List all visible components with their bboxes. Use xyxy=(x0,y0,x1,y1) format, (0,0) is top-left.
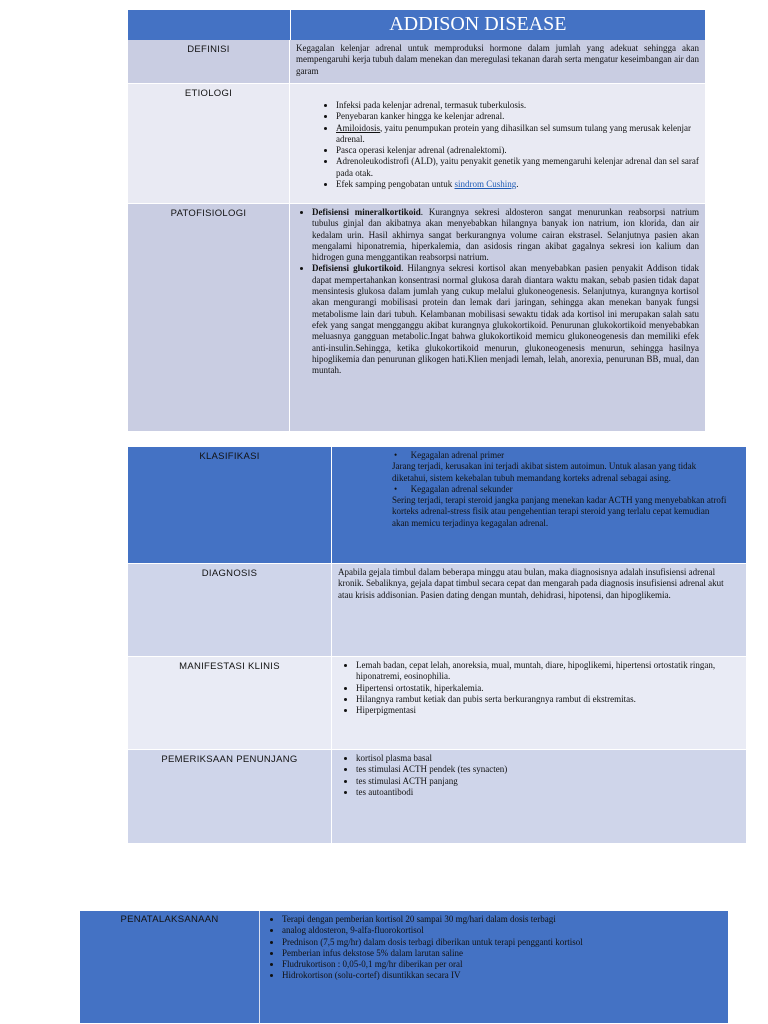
sekunder-text: Sering terjadi, terapi steroid jangka panjang menekan kadar ACTH yang menyebabkan atrofi korteks adrenal-stress fisik atau pengehentian terapi steroid yang terlalu cepat kemudian akan memicu terjadinya kegagalan adrenal. xyxy=(392,495,727,528)
amiloidosis-term: Amiloidosis xyxy=(336,122,381,133)
table-addison-part2 xyxy=(128,447,746,844)
mineralkortikoid-text: . Kurangnya sekresi aldosteron sangat menurunkan reabsorpsi natrium tubulus ginjal dan akibatnya akan menyebabkan hilangnya banyak ion natrium, ion klorida, dan air kedalam urin. Hasil akhirnya sangat berkurangnya volume cairan ekstrasel. Selanjutnya pasien akan mengalami hiponatremia, hiperkalemia, dan asidosis ringan akibat gagalnya sekresi ion kalium dan hidrogen guna menggantikan reabsorpsi natrium. xyxy=(312,207,699,263)
primer-title: Kegagalan adrenal primer xyxy=(410,450,505,460)
definisi-text: Kegagalan kelenjar adrenal untuk memproduksi hormone dalam jumlah yang adekuat sehingga akan mempengaruhi kerja tubuh dalam menekan dan meregulasi tekanan darah serta mengatur keseimbangan air dan garam xyxy=(290,40,705,84)
diagnosis-row xyxy=(128,564,746,657)
list-item: • Pemberian infus dekstose 5% dalam larutan saline xyxy=(282,948,722,959)
list-item: • Hipertensi ortostatik, hiperkalemia. xyxy=(356,683,732,694)
list-item xyxy=(336,123,699,146)
glukortikoid-title: Defisiensi glukortikoid xyxy=(312,263,402,274)
pemeriksaan-row xyxy=(128,750,746,844)
table-addison-part3 xyxy=(80,911,728,1024)
patofisiologi-list xyxy=(294,207,699,376)
list-item: • Penyebaran kanker hingga ke kelenjar adrenal. xyxy=(336,111,699,122)
penatalaksanaan-list xyxy=(262,914,722,982)
klasifikasi-content xyxy=(332,447,746,564)
etiologi-row xyxy=(128,84,705,204)
page-title: ADDISON DISEASE xyxy=(291,10,705,40)
sekunder-heading: • Kegagalan adrenal sekunder xyxy=(394,483,513,494)
penatalaksanaan-label: PENATALAKSANAAN xyxy=(80,911,260,1024)
manifestasi-row xyxy=(128,657,746,750)
manifestasi-label: MANIFESTASI KLINIS xyxy=(128,657,332,750)
list-item: • analog aldosteron, 9-alfa-fluorokortisol xyxy=(282,925,722,936)
primer-text: Jarang terjadi, kerusakan ini terjadi akibat sistem autoimun. Untuk alasan yang tidak diketahui, sistem kekebalan tubuh memandang korteks adrenal sebagai asing. xyxy=(392,461,697,483)
klasifikasi-label: KLASIFIKASI xyxy=(128,447,332,564)
pemeriksaan-label: PEMERIKSAAN PENUNJANG xyxy=(128,750,332,844)
penatalaksanaan-row xyxy=(80,911,728,1024)
list-item: • Terapi dengan pemberian kortisol 20 sampai 30 mg/hari dalam dosis terbagi xyxy=(282,914,722,925)
list-item: • Hidrokortison (solu-cortef) disuntikkan secara IV xyxy=(282,970,722,981)
patofisiologi-content xyxy=(290,204,705,432)
list-item: • Prednison (7,5 mg/hr) dalam dosis terbagi diberikan untuk terapi pengganti kortisol xyxy=(282,937,722,948)
list-item: • kortisol plasma basal xyxy=(356,753,740,764)
patofisiologi-label: PATOFISIOLOGI xyxy=(128,204,290,432)
list-item xyxy=(336,179,699,190)
list-item: • Fludrukortison : 0,05-0,1 mg/hr diberikan per oral xyxy=(282,959,722,970)
amiloidosis-desc: , yaitu penumpukan protein yang dihasilkan sel sumsum tulang yang merusak kelenjar adrenal. xyxy=(336,122,691,144)
pemeriksaan-list xyxy=(336,753,740,798)
glukortikoid-text: . Hilangnya sekresi kortisol akan menyebabkan pasien penyakit Addison tidak dapat mempertahankan konsentrasi normal glukosa darah diantara waktu makan, sebab pasien tidak dapat mensintesis glukosa dalam jumlah yang cukup melalui glukoneogenesis. Selanjutnya, kurangnya kortisol akan mengurangi mobilisasi protein dan lemak dari jaringan, sehingga akan menekan banyak fungsi metabolisme lain dari tubuh. Kelambanan mobilisasi sewaktu tidak ada kortisol ini merupakan salah satu efek yang sangat mengganggu akibat kurangnya glukokortikoid. Penurunan glukokortikoid menyebabkan meluasnya gangguan metabolic.Ingat bahwa glukokortikoid memicu glukoneogenesis dan memiliki efek anti-insulin.Sehingga, ketika glukokortikoid menurun, glukoneogenesis menurun, sehingga hasilnya hipoglikemia dan penurunan glikogen hati.Klien menjadi lemah, lelah, anorexia, penurunan BB, mual, dan muntah. xyxy=(312,263,699,376)
manifestasi-list xyxy=(336,660,732,716)
list-item: • Adrenoleukodistrofi (ALD), yaitu penyakit genetik yang memengaruhi kelenjar adrenal dan sel saraf pada otak. xyxy=(336,156,699,179)
patofisiologi-row xyxy=(128,204,705,432)
list-item: • tes stimulasi ACTH panjang xyxy=(356,776,740,787)
table-addison-part1 xyxy=(128,10,705,432)
manifestasi-content xyxy=(332,657,746,750)
title-row xyxy=(128,10,705,40)
mineralkortikoid-title: Defisiensi mineralkortikoid xyxy=(312,207,421,217)
list-item: • Hilangnya rambut ketiak dan pubis serta berkurangnya rambut di ekstremitas. xyxy=(356,694,732,705)
klasifikasi-row xyxy=(128,447,746,564)
list-item xyxy=(312,263,699,376)
list-item: • Pasca operasi kelenjar adrenal (adrenalektomi). xyxy=(336,145,699,156)
definisi-label: DEFINISI xyxy=(128,40,290,84)
efek-text: Efek samping pengobatan untuk xyxy=(336,179,455,190)
sekunder-title: Kegagalan adrenal sekunder xyxy=(410,483,513,494)
etiologi-content xyxy=(290,84,705,204)
title-left-cell xyxy=(128,10,291,40)
period: . xyxy=(516,179,519,190)
list-item: • tes autoantibodi xyxy=(356,787,740,798)
primer-heading: • Kegagalan adrenal primer xyxy=(394,450,505,460)
definisi-row xyxy=(128,40,705,84)
sindrom-cushing-link[interactable]: sindrom Cushing xyxy=(454,179,517,190)
list-item: • tes stimulasi ACTH pendek (tes synacten) xyxy=(356,764,740,775)
list-item: • Infeksi pada kelenjar adrenal, termasuk tuberkulosis. xyxy=(336,100,699,111)
etiologi-list xyxy=(316,100,699,190)
list-item xyxy=(312,207,699,263)
list-item: • Lemah badan, cepat lelah, anoreksia, mual, muntah, diare, hipoglikemi, hipertensi ortostatik ringan, hiponatremi, eosinophilia. xyxy=(356,660,732,683)
pemeriksaan-content xyxy=(332,750,746,844)
diagnosis-text: Apabila gejala timbul dalam beberapa minggu atau bulan, maka diagnosisnya adalah insufisiensi adrenal kronik. Sebaliknya, gejala dapat timbul secara cepat dan mengarah pada diagnosis insufisiensi adrenal akut atau krisis addisonian. Pasien dating dengan muntah, dehidrasi, hipotensi, dan hipoglikemia. xyxy=(332,564,746,657)
etiologi-label: ETIOLOGI xyxy=(128,84,290,204)
list-item: • Hiperpigmentasi xyxy=(356,705,732,716)
penatalaksanaan-content xyxy=(260,911,728,1024)
diagnosis-label: DIAGNOSIS xyxy=(128,564,332,657)
